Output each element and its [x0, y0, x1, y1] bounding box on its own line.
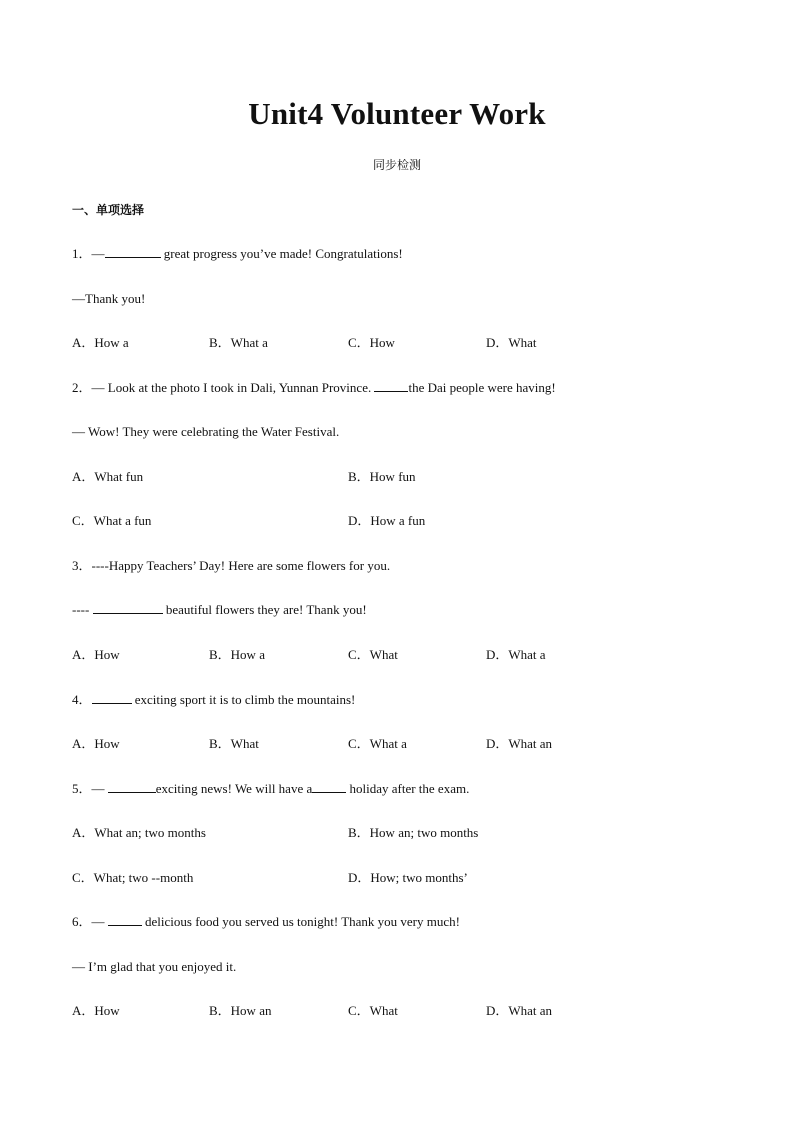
question-1-option-d[interactable]: D．What	[486, 335, 537, 350]
question-2-stem: 2．— Look at the photo I took in Dali, Yunnan Province. the Dai people were having!	[72, 380, 556, 395]
question-2-option-a[interactable]: A．What fun	[72, 469, 144, 484]
answer-blank	[108, 914, 142, 926]
answer-blank	[105, 246, 161, 258]
question-5-option-b[interactable]: B．How an; two months	[348, 825, 479, 840]
answer-blank	[93, 602, 163, 614]
question-4-option-b[interactable]: B．What	[209, 736, 259, 751]
question-2-reply: — Wow! They were celebrating the Water Festival.	[72, 424, 340, 439]
question-6-option-d[interactable]: D．What an	[486, 1003, 553, 1018]
section-heading: 一、单项选择	[72, 203, 145, 217]
question-6-option-a[interactable]: A．How	[72, 1003, 120, 1018]
answer-blank	[92, 692, 132, 704]
question-1-option-a[interactable]: A．How a	[72, 335, 129, 350]
answer-blank	[108, 781, 156, 793]
document-title: Unit4 Volunteer Work	[248, 96, 546, 131]
question-3-stem: 3．----Happy Teachers’ Day! Here are some flowers for you.	[72, 558, 391, 573]
question-3-option-a[interactable]: A．How	[72, 647, 120, 662]
answer-blank	[312, 781, 346, 793]
question-1-reply: —Thank you!	[72, 291, 146, 306]
question-2-option-c[interactable]: C．What a fun	[72, 513, 152, 528]
question-5-stem: 5．— exciting news! We will have a holiday after the exam.	[72, 781, 470, 796]
question-3-option-b[interactable]: B．How a	[209, 647, 265, 662]
question-1-stem: 1．— great progress you’ve made! Congratulations!	[72, 246, 403, 261]
question-3-option-d[interactable]: D．What a	[486, 647, 546, 662]
question-2-option-b[interactable]: B．How fun	[348, 469, 416, 484]
question-5-option-d[interactable]: D．How; two months’	[348, 870, 468, 885]
question-6-stem: 6．— delicious food you served us tonight! Thank you very much!	[72, 914, 460, 929]
answer-blank	[374, 380, 408, 392]
question-4-option-a[interactable]: A．How	[72, 736, 120, 751]
question-3-reply: ---- beautiful flowers they are! Thank you!	[72, 602, 367, 617]
question-5-option-c[interactable]: C．What; two --month	[72, 870, 194, 885]
question-6-option-c[interactable]: C．What	[348, 1003, 398, 1018]
question-1-option-c[interactable]: C．How	[348, 335, 395, 350]
question-4-option-d[interactable]: D．What an	[486, 736, 553, 751]
document-subtitle: 同步检测	[372, 158, 421, 172]
question-6-option-b[interactable]: B．How an	[209, 1003, 272, 1018]
question-1-option-b[interactable]: B．What a	[209, 335, 268, 350]
question-4-option-c[interactable]: C．What a	[348, 736, 407, 751]
question-2-option-d[interactable]: D．How a fun	[348, 513, 426, 528]
question-3-option-c[interactable]: C．What	[348, 647, 398, 662]
question-4-stem: 4． exciting sport it is to climb the mountains!	[72, 692, 356, 707]
question-5-option-a[interactable]: A．What an; two months	[72, 825, 206, 840]
question-6-reply: — I’m glad that you enjoyed it.	[72, 959, 237, 974]
